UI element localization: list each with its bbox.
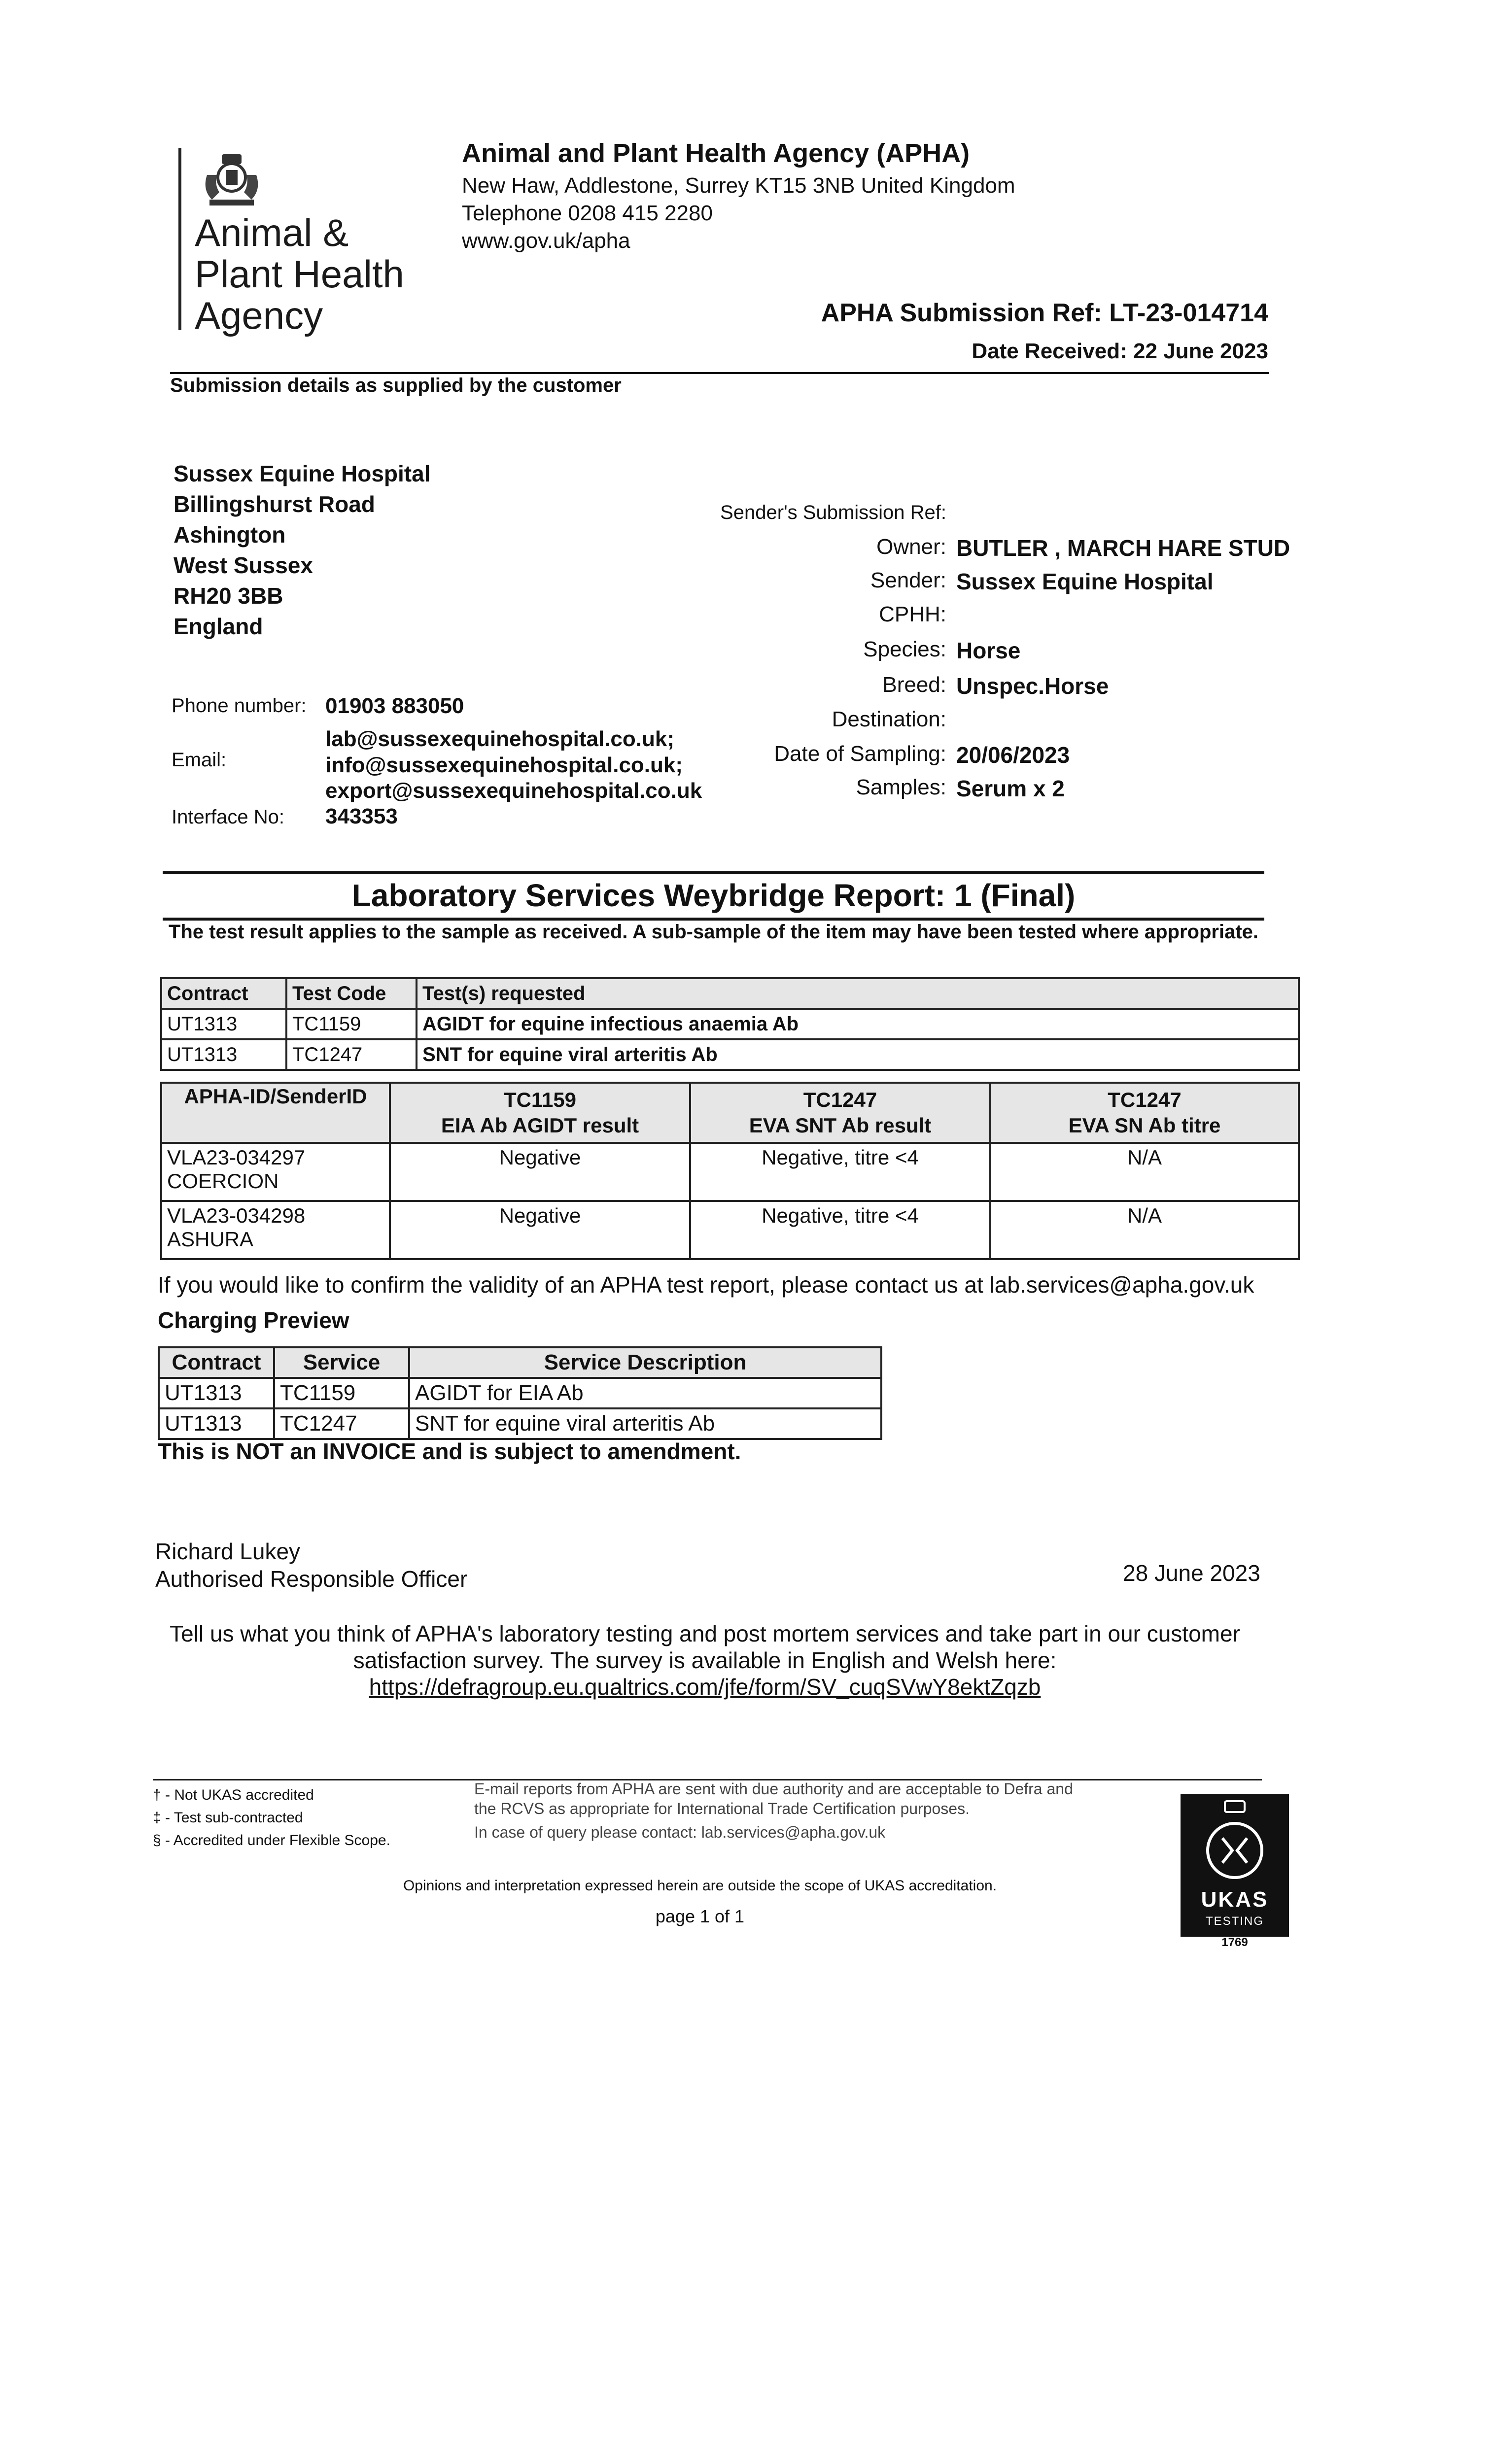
detail-row-sender xyxy=(641,568,1331,603)
invoice-disclaimer: This is NOT an INVOICE and is subject to amendment. xyxy=(158,1438,741,1464)
detail-row-owner xyxy=(641,535,1331,569)
org-website: www.gov.uk/apha xyxy=(462,229,630,253)
email-note-text: E-mail reports from APHA are sent with due authority and are acceptable to Defra and the RCVS as appropriate for International Trade Certification purposes. xyxy=(474,1780,1073,1817)
email-value: lab@sussexequinehospital.co.uk; xyxy=(325,727,674,751)
page-number: page 1 of 1 xyxy=(655,1906,745,1926)
detail-value: Sussex Equine Hospital xyxy=(956,569,1214,594)
detail-label: Sender's Submission Ref: xyxy=(720,502,946,523)
confirm-validity-text: If you would like to confirm the validity of an APHA test report, please contact us at lab.services@apha.gov.uk xyxy=(158,1272,1254,1298)
sample-id: VLA23-034297 xyxy=(167,1146,306,1169)
legend-item: § - Accredited under Flexible Scope. xyxy=(153,1832,390,1848)
address-line: England xyxy=(174,614,263,639)
detail-label: CPHH: xyxy=(879,602,946,626)
header-line: APHA-ID/SenderID xyxy=(184,1085,367,1108)
column-header xyxy=(161,1083,390,1143)
sample-id-cell xyxy=(161,1201,390,1259)
table-header-row xyxy=(161,978,1299,1009)
org-name: Animal and Plant Health Agency (APHA) xyxy=(462,138,970,168)
address-line: Sussex Equine Hospital xyxy=(174,461,431,486)
detail-label: Destination: xyxy=(832,707,946,731)
detail-value: Unspec.Horse xyxy=(956,673,1109,699)
signature-date: 28 June 2023 xyxy=(1123,1560,1260,1586)
detail-value: BUTLER , MARCH HARE STUD xyxy=(956,535,1290,561)
table-cell: AGIDT for equine infectious anaemia Ab xyxy=(417,1009,1299,1039)
header-line: TC1247 xyxy=(803,1088,877,1111)
detail-row-sender-ref xyxy=(641,502,1331,536)
detail-label: Samples: xyxy=(856,775,946,799)
table-row xyxy=(161,1039,1299,1070)
submission-ref: APHA Submission Ref: LT-23-014714 xyxy=(821,299,1268,327)
header-line: TC1247 xyxy=(1108,1088,1182,1111)
section-label: Submission details as supplied by the customer xyxy=(170,375,622,396)
table-cell: TC1247 xyxy=(286,1039,417,1070)
header-line: EVA SN Ab titre xyxy=(1068,1114,1221,1137)
detail-row-species xyxy=(641,637,1331,672)
table-header-row xyxy=(159,1347,881,1378)
column-header: Test Code xyxy=(286,978,417,1009)
org-address: New Haw, Addlestone, Surrey KT15 3NB United Kingdom xyxy=(462,173,1015,198)
column-header: Contract xyxy=(159,1347,274,1378)
table-cell: TC1159 xyxy=(286,1009,417,1039)
results-table xyxy=(160,1082,1300,1260)
table-row xyxy=(159,1378,881,1408)
query-note-text: In case of query please contact: lab.services@apha.gov.uk xyxy=(474,1823,886,1841)
detail-row-samples xyxy=(641,775,1331,810)
table-header-row xyxy=(161,1083,1299,1143)
table-cell: SNT for equine viral arteritis Ab xyxy=(409,1408,881,1439)
detail-row-breed xyxy=(641,673,1331,707)
ukas-badge xyxy=(1181,1794,1289,1937)
detail-row-sampling-date xyxy=(641,742,1331,776)
report-note: The test result applies to the sample as received. A sub-sample of the item may have been tested where appropriate. xyxy=(168,921,1259,943)
detail-value: 20/06/2023 xyxy=(956,742,1070,768)
address-line: West Sussex xyxy=(174,552,313,578)
table-cell: UT1313 xyxy=(159,1378,274,1408)
agency-logo-text xyxy=(195,212,404,336)
email-value: export@sussexequinehospital.co.uk xyxy=(325,779,702,803)
royal-crest-icon xyxy=(197,150,266,209)
email-value: info@sussexequinehospital.co.uk; xyxy=(325,753,683,777)
table-row xyxy=(161,1009,1299,1039)
phone-label: Phone number: xyxy=(172,695,307,717)
ukas-number: 1769 xyxy=(1221,1936,1248,1949)
scope-note: Opinions and interpretation expressed herein are outside the scope of UKAS accreditation. xyxy=(403,1878,997,1894)
legend-item: ‡ - Test sub-contracted xyxy=(153,1810,303,1826)
sample-id-cell xyxy=(161,1143,390,1201)
table-cell: TC1247 xyxy=(274,1408,409,1439)
customer-address xyxy=(174,458,430,642)
survey-link[interactable]: https://defragroup.eu.qualtrics.com/jfe/form/SV_cuqSVwY8ektZqzb xyxy=(369,1674,1041,1700)
legend-item: † - Not UKAS accredited xyxy=(153,1787,314,1803)
email-reports-note xyxy=(474,1779,1080,1842)
logo-line: Agency xyxy=(195,294,323,337)
report-title: Laboratory Services Weybridge Report: 1 (Final) xyxy=(351,878,1076,913)
eia-result: Negative xyxy=(390,1201,690,1259)
logo-line: Plant Health xyxy=(195,252,404,296)
table-cell: AGIDT for EIA Ab xyxy=(409,1378,881,1408)
detail-label: Date of Sampling: xyxy=(774,742,946,766)
column-header: Service Description xyxy=(409,1347,881,1378)
accreditation-legend xyxy=(153,1784,390,1852)
detail-label: Owner: xyxy=(876,535,946,559)
ukas-sub: TESTING xyxy=(1205,1915,1264,1928)
eva-result: Negative, titre <4 xyxy=(690,1201,990,1259)
detail-label: Breed: xyxy=(882,673,946,697)
column-header: Test(s) requested xyxy=(417,978,1299,1009)
sample-id: VLA23-034298 xyxy=(167,1204,306,1227)
signatory-name: Richard Lukey xyxy=(155,1539,301,1564)
charging-preview-title: Charging Preview xyxy=(158,1307,349,1333)
detail-value: Horse xyxy=(956,638,1021,663)
address-line: Ashington xyxy=(174,522,286,548)
survey-text: Tell us what you think of APHA's laboratory testing and post mortem services and take part in our customer satisfaction survey. The survey is available in English and Welsh here: xyxy=(170,1621,1240,1673)
table-row xyxy=(161,1201,1299,1259)
table-row xyxy=(161,1143,1299,1201)
column-header: Service xyxy=(274,1347,409,1378)
eva-titre: N/A xyxy=(990,1143,1299,1201)
detail-row-destination xyxy=(641,707,1331,742)
crown-tick-icon xyxy=(1203,1799,1267,1887)
column-header: Contract xyxy=(161,978,286,1009)
header-line: EIA Ab AGIDT result xyxy=(441,1114,639,1137)
detail-row-cphh xyxy=(641,602,1331,637)
signatory xyxy=(155,1538,467,1593)
email-label: Email: xyxy=(172,749,227,771)
eia-result: Negative xyxy=(390,1143,690,1201)
table-row xyxy=(159,1408,881,1439)
table-cell: UT1313 xyxy=(159,1408,274,1439)
address-line: Billingshurst Road xyxy=(174,491,375,517)
sample-name: COERCION xyxy=(167,1169,279,1193)
sample-name: ASHURA xyxy=(167,1228,254,1251)
detail-value: Serum x 2 xyxy=(956,776,1065,801)
logo-divider xyxy=(178,148,181,330)
logo-line: Animal & xyxy=(195,211,349,254)
charging-table xyxy=(158,1346,882,1440)
tests-table xyxy=(160,977,1300,1071)
table-cell: UT1313 xyxy=(161,1039,286,1070)
report-rule-top xyxy=(163,871,1264,874)
detail-label: Sender: xyxy=(870,568,946,592)
table-cell: SNT for equine viral arteritis Ab xyxy=(417,1039,1299,1070)
eva-titre: N/A xyxy=(990,1201,1299,1259)
eva-result: Negative, titre <4 xyxy=(690,1143,990,1201)
column-header xyxy=(390,1083,690,1143)
table-cell: TC1159 xyxy=(274,1378,409,1408)
interface-label: Interface No: xyxy=(172,806,285,828)
address-line: RH20 3BB xyxy=(174,583,283,609)
signatory-role: Authorised Responsible Officer xyxy=(155,1566,468,1592)
column-header xyxy=(690,1083,990,1143)
survey-block xyxy=(163,1620,1247,1700)
table-cell: UT1313 xyxy=(161,1009,286,1039)
interface-value: 343353 xyxy=(325,804,398,828)
column-header xyxy=(990,1083,1299,1143)
org-telephone: Telephone 0208 415 2280 xyxy=(462,201,713,225)
phone-value: 01903 883050 xyxy=(325,694,464,718)
header-line: EVA SNT Ab result xyxy=(749,1114,932,1137)
ukas-label: UKAS xyxy=(1201,1887,1269,1912)
header-line: TC1159 xyxy=(503,1088,577,1111)
date-received: Date Received: 22 June 2023 xyxy=(972,339,1268,363)
header-divider xyxy=(170,372,1269,374)
detail-label: Species: xyxy=(863,637,946,661)
